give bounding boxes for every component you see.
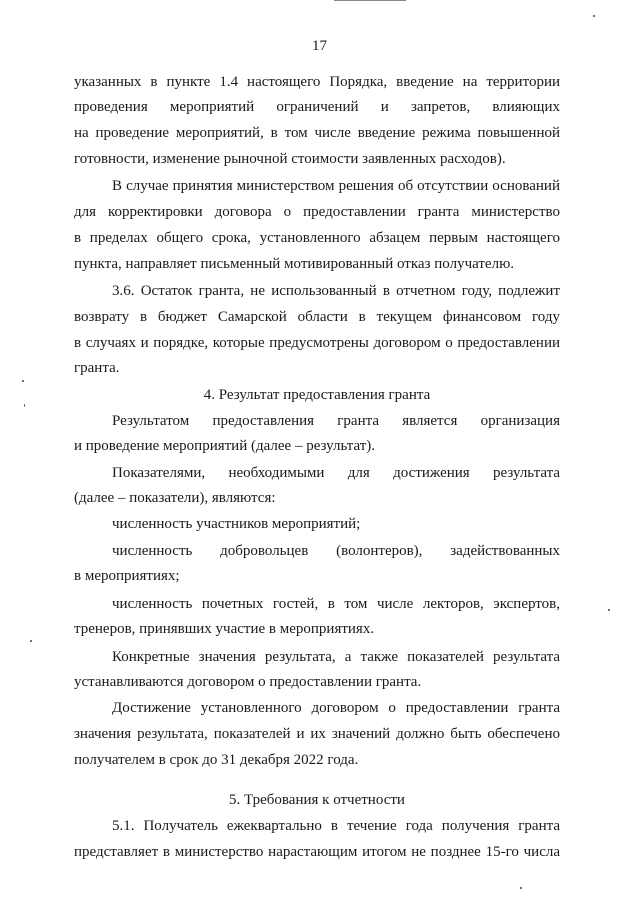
paragraph-line: указанных в пункте 1.4 настоящего Порядка, введение на территории [74, 74, 560, 90]
scan-edge-mark [334, 0, 406, 1]
paragraph-line: в мероприятиях; [74, 568, 180, 584]
scan-speck [24, 404, 25, 407]
paragraph-line: Достижение установленного договором о предоставлении гранта [112, 700, 560, 716]
paragraph-line: численность почетных гостей, в том числе лекторов, экспертов, [112, 596, 560, 612]
paragraph-line: В случае принятия министерством решения об отсутствии оснований [112, 178, 560, 194]
paragraph-line: численность добровольцев (волонтеров), задействованных [112, 543, 560, 559]
paragraph-line: готовности, изменение рыночной стоимости заявленных расходов). [74, 151, 506, 167]
section-heading: 5. Требования к отчетности [229, 792, 405, 808]
paragraph-line: проведения мероприятий ограничений и запретов, влияющих [74, 99, 560, 115]
paragraph-line: представляет в министерство нарастающим итогом не позднее 15-го числа [74, 844, 560, 860]
paragraph-line: в случаях и порядке, которые предусмотрены договором о предоставлении [74, 335, 560, 351]
paragraph-line: Результатом предоставления гранта является организация [112, 413, 560, 429]
paragraph-line: устанавливаются договором о предоставлении гранта. [74, 674, 422, 690]
paragraph-line: для корректировки договора о предоставлении гранта министерство [74, 204, 560, 220]
paragraph-line: получателем в срок до 31 декабря 2022 года. [74, 752, 359, 768]
scan-speck [22, 380, 24, 382]
paragraph-line: 5.1. Получатель ежеквартально в течение года получения гранта [112, 818, 560, 834]
paragraph-line: значения результата, показателей и их значений должно быть обеспечено [74, 726, 560, 742]
section-heading: 4. Результат предоставления гранта [203, 387, 431, 403]
paragraph-line: Конкретные значения результата, а также показателей результата [112, 649, 560, 665]
paragraph-line: Показателями, необходимыми для достижения результата [112, 465, 560, 481]
paragraph-line: (далее – показатели), являются: [74, 490, 276, 506]
paragraph-line: возврату в бюджет Самарской области в текущем финансовом году [74, 309, 560, 325]
paragraph-line: 3.6. Остаток гранта, не использованный в отчетном году, подлежит [112, 283, 560, 299]
paragraph-line: в пределах общего срока, установленного абзацем первым настоящего [74, 230, 560, 246]
scan-speck [520, 887, 522, 889]
paragraph-line: пункта, направляет письменный мотивированный отказ получателю. [74, 256, 515, 272]
paragraph-line: тренеров, принявших участие в мероприятиях. [74, 621, 375, 637]
scan-speck [593, 15, 595, 17]
scan-speck [608, 609, 610, 611]
paragraph-line: гранта. [74, 360, 120, 376]
scan-speck [30, 640, 32, 642]
page-number: 17 [312, 38, 327, 54]
paragraph-line: на проведение мероприятий, в том числе введение режима повышенной [74, 125, 560, 141]
paragraph-line: численность участников мероприятий; [112, 516, 361, 532]
paragraph-line: и проведение мероприятий (далее – результат). [74, 438, 376, 454]
